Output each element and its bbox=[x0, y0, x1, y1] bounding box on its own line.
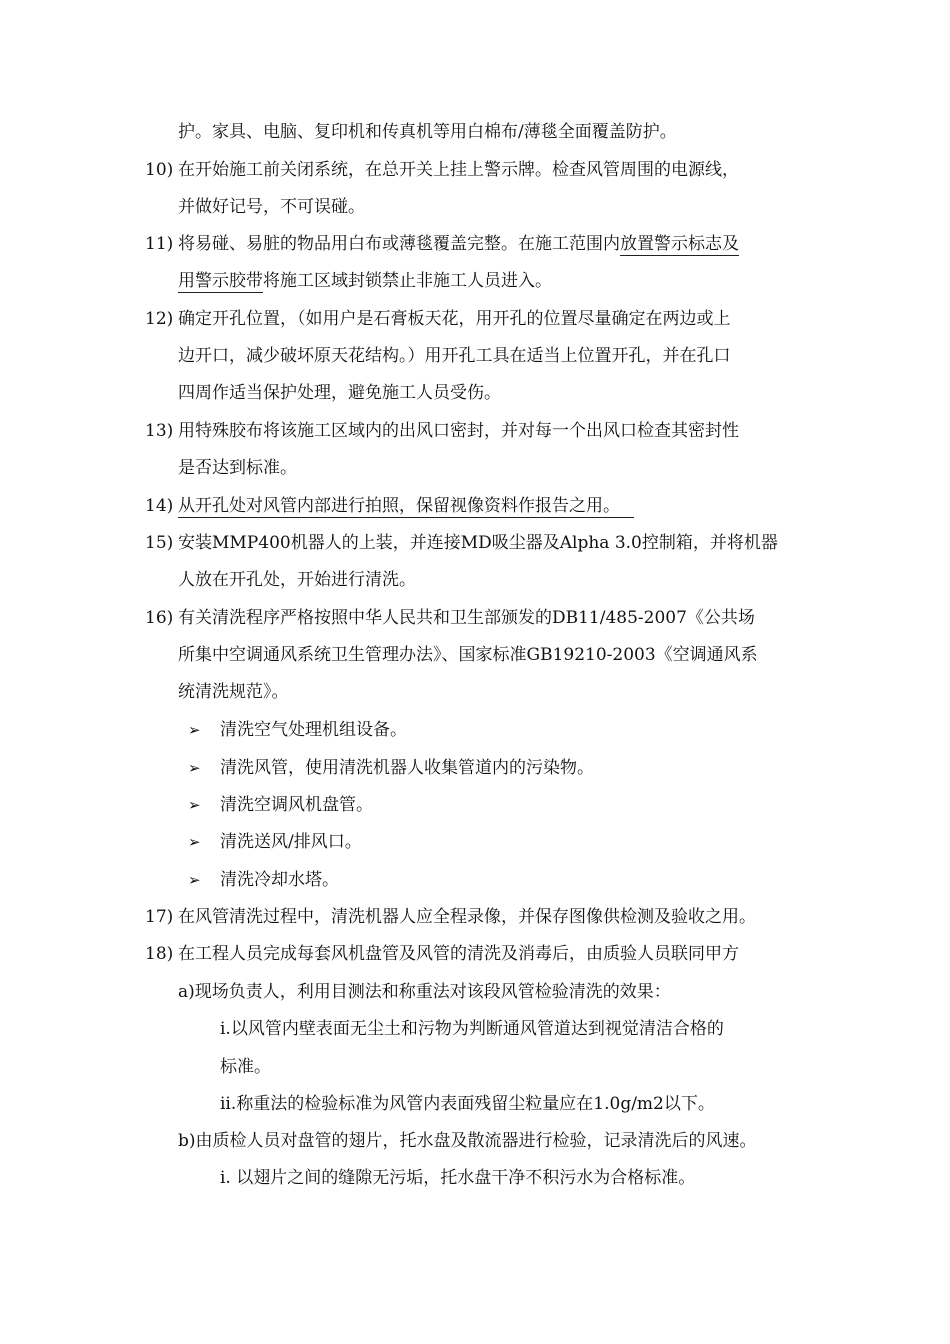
bullet-text: 清洗风管，使用清洗机器人收集管道内的污染物。 bbox=[220, 758, 594, 778]
item-number: 13) bbox=[145, 421, 174, 441]
text-line: 在开始施工前关闭系统，在总开关上挂上警示牌。检查风管周围的电源线， bbox=[178, 160, 739, 180]
text-span: 将施工区域封锁禁止非施工人员进入。 bbox=[263, 271, 552, 291]
text-span: 将易碰、易脏的物品用白布或薄毯覆盖完整。在施工范围内 bbox=[178, 234, 620, 254]
text-line: 所集中空调通风系统卫生管理办法》、国家标准GB19210-2003《空调通风系 bbox=[178, 645, 758, 665]
sub-item-a-i: i.以风管内壁表面无尘土和污物为判断通风管道达到视觉清洁合格的 bbox=[220, 1019, 724, 1039]
text-line: 护。家具、电脑、复印机和传真机等用白棉布/薄毯全面覆盖防护。 bbox=[178, 122, 677, 142]
text-line: 在工程人员完成每套风机盘管及风管的清洗及消毒后，由质验人员联同甲方 bbox=[178, 944, 739, 964]
text-line: 并做好记号，不可误碰。 bbox=[178, 197, 365, 217]
item-number: 12) bbox=[145, 309, 174, 329]
text-line: 人放在开孔处，开始进行清洗。 bbox=[178, 570, 416, 590]
bullet-arrow-icon: ➢ bbox=[188, 871, 201, 889]
text-line bbox=[178, 496, 634, 516]
bullet-arrow-icon: ➢ bbox=[188, 759, 201, 777]
text-line: 四周作适当保护处理，避免施工人员受伤。 bbox=[178, 383, 501, 403]
sub-item-a-ii: ii.称重法的检验标准为风管内表面残留尘粒量应在1.0g/m2以下。 bbox=[220, 1094, 715, 1114]
underlined-text: 放置警示标志及 bbox=[620, 234, 739, 254]
item-number: 11) bbox=[145, 234, 174, 254]
item-number: 15) bbox=[145, 533, 174, 553]
bullet-text: 清洗冷却水塔。 bbox=[220, 870, 339, 890]
text-line bbox=[178, 234, 739, 254]
text-line: 安装MMP400机器人的上装，并连接MD吸尘器及Alpha 3.0控制箱，并将机器 bbox=[178, 533, 778, 553]
item-number: 18) bbox=[145, 944, 174, 964]
bullet-arrow-icon: ➢ bbox=[188, 833, 201, 851]
underlined-text: 从开孔处对风管内部进行拍照，保留视像资料作报告之用。 bbox=[178, 496, 634, 518]
bullet-text: 清洗送风/排风口。 bbox=[220, 832, 362, 852]
text-line: 统清洗规范》。 bbox=[178, 682, 289, 702]
text-line: 确定开孔位置，（如用户是石膏板天花，用开孔的位置尽量确定在两边或上 bbox=[178, 309, 731, 329]
text-line: 在风管清洗过程中，清洗机器人应全程录像，并保存图像供检测及验收之用。 bbox=[178, 907, 756, 927]
sub-item-b: b)由质检人员对盘管的翅片，托水盘及散流器进行检验，记录清洗后的风速。 bbox=[178, 1131, 757, 1151]
item-number: 16) bbox=[145, 608, 174, 628]
bullet-arrow-icon: ➢ bbox=[188, 721, 201, 739]
sub-item-a-i-cont: 标准。 bbox=[220, 1057, 271, 1077]
bullet-text: 清洗空气处理机组设备。 bbox=[220, 720, 407, 740]
item-number: 10) bbox=[145, 160, 174, 180]
sub-item-a: a)现场负责人，利用目测法和称重法对该段风管检验清洗的效果： bbox=[178, 982, 671, 1002]
text-line: 是否达到标准。 bbox=[178, 458, 297, 478]
bullet-arrow-icon: ➢ bbox=[188, 796, 201, 814]
item-number: 14) bbox=[145, 496, 174, 516]
text-line: 用特殊胶布将该施工区域内的出风口密封，并对每一个出风口检查其密封性 bbox=[178, 421, 739, 441]
text-line bbox=[178, 271, 552, 291]
item-number: 17) bbox=[145, 907, 174, 927]
sub-item-b-i: i. 以翅片之间的缝隙无污垢，托水盘干净不积污水为合格标准。 bbox=[220, 1168, 696, 1188]
text-line: 边开口，减少破坏原天花结构。）用开孔工具在适当上位置开孔，并在孔口 bbox=[178, 346, 731, 366]
underlined-text: 用警示胶带 bbox=[178, 271, 263, 291]
text-line: 有关清洗程序严格按照中华人民共和卫生部颁发的DB11/485-2007《公共场 bbox=[178, 608, 755, 628]
bullet-text: 清洗空调风机盘管。 bbox=[220, 795, 373, 815]
